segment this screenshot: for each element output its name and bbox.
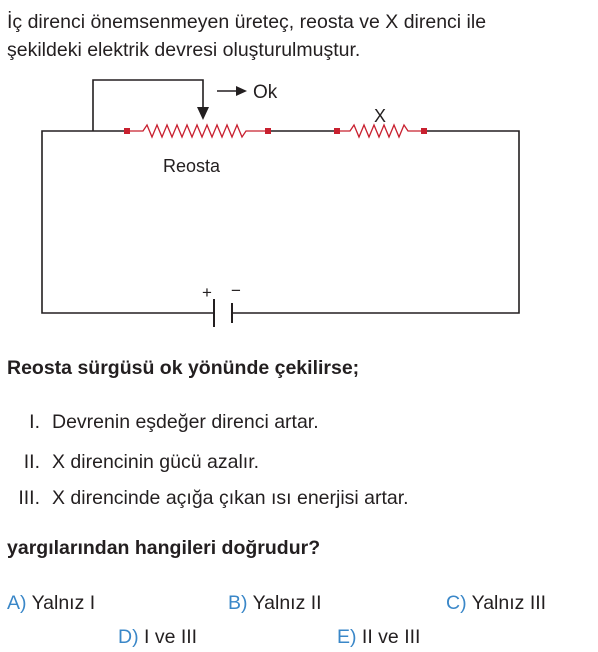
battery-minus-label: −	[231, 281, 241, 300]
option-d-text: I ve III	[144, 626, 198, 648]
option-a[interactable]	[7, 592, 95, 615]
resistor-x-right-terminal	[421, 128, 427, 134]
resistor-x-label: X	[374, 106, 387, 126]
rheostat-label: Reosta	[163, 156, 221, 176]
option-a-letter: A)	[7, 592, 27, 614]
resistor-x-zigzag	[337, 125, 424, 137]
option-e-letter: E)	[337, 626, 357, 648]
circuit-diagram	[0, 70, 598, 350]
statement-1-number: I.	[29, 411, 40, 433]
question-stem: Reosta sürgüsü ok yönünde çekilirse;	[7, 357, 360, 379]
statement-1	[18, 411, 319, 434]
intro-line-2: şekildeki elektrik devresi oluşturulmuştur.	[7, 39, 361, 61]
arrow-label: Ok	[253, 82, 278, 103]
intro-text	[7, 8, 598, 64]
battery-plus-label: +	[202, 283, 212, 302]
statement-2	[18, 451, 259, 474]
option-c[interactable]	[446, 592, 546, 615]
question-tail: yargılarından hangileri doğrudur?	[7, 537, 321, 559]
rheostat-left-terminal	[124, 128, 130, 134]
statement-1-text: Devrenin eşdeğer direnci artar.	[52, 411, 319, 433]
statement-3-number: III.	[18, 487, 40, 509]
rheostat-right-terminal	[265, 128, 271, 134]
intro-line-1: İç direnci önemsenmeyen üreteç, reosta ve X direnci ile	[7, 11, 487, 33]
option-e[interactable]	[337, 626, 420, 649]
resistor-x-left-terminal	[334, 128, 340, 134]
option-e-text: II ve III	[361, 626, 421, 648]
option-d-letter: D)	[118, 626, 139, 648]
rheostat-shunt-wire	[93, 80, 203, 131]
option-c-text: Yalnız III	[471, 592, 547, 614]
option-b-letter: B)	[228, 592, 248, 614]
statement-2-text: X direncinin gücü azalır.	[52, 451, 260, 473]
option-d[interactable]	[118, 626, 197, 649]
option-a-text: Yalnız I	[31, 592, 96, 614]
statement-3-text: X direncinde açığa çıkan ısı enerjisi artar.	[52, 487, 409, 509]
option-c-letter: C)	[446, 592, 467, 614]
option-b[interactable]	[228, 592, 322, 615]
rheostat-zigzag	[127, 125, 268, 137]
rheostat-slider-arrowhead	[197, 107, 209, 120]
direction-arrowhead	[236, 86, 247, 96]
option-b-text: Yalnız II	[252, 592, 322, 614]
statement-2-number: II.	[23, 451, 40, 473]
circuit-wire-right	[232, 131, 519, 313]
statement-3	[18, 487, 409, 510]
